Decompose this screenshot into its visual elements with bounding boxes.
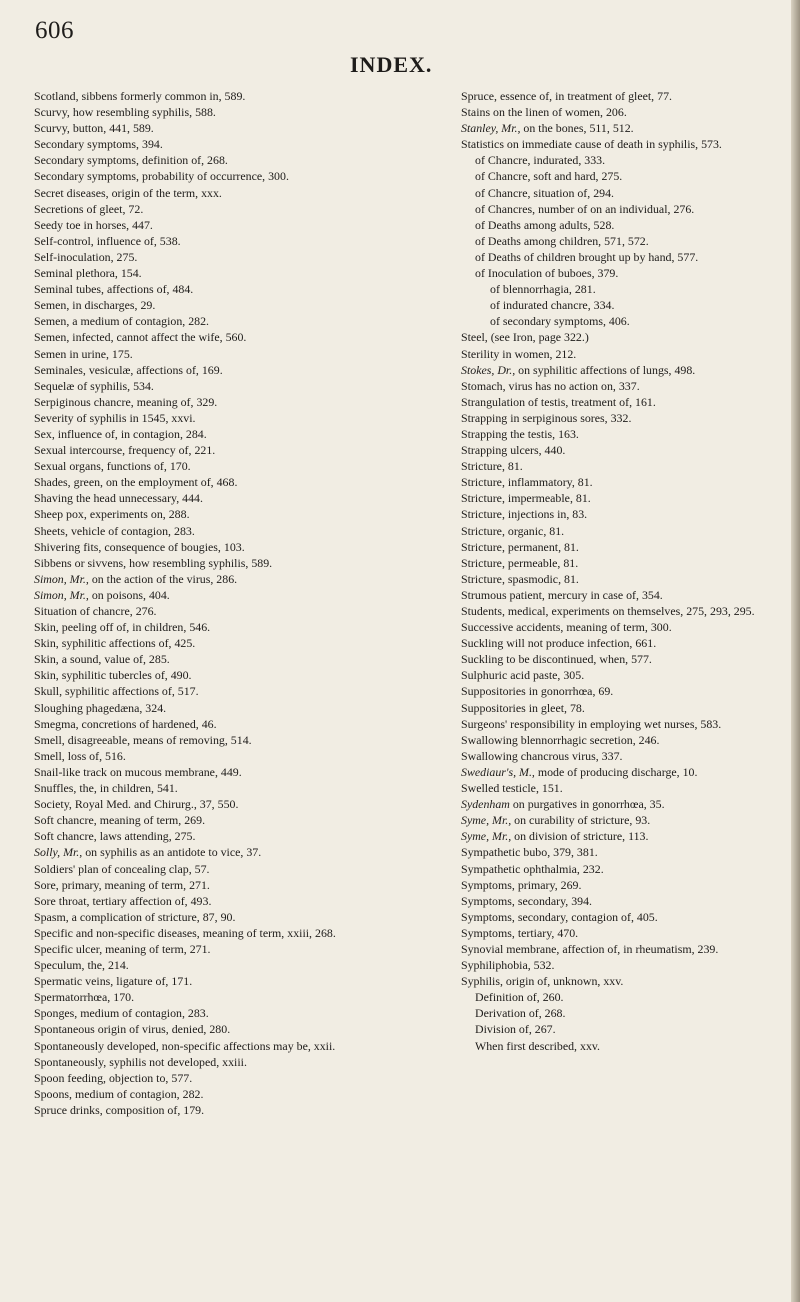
index-entry xyxy=(461,941,777,957)
index-entry-text: Skin, a sound, value of, 285. xyxy=(34,652,170,667)
index-entry-text: Stains on the linen of women, 206. xyxy=(461,105,627,120)
index-entry xyxy=(461,539,777,555)
index-entry xyxy=(34,152,441,168)
index-entry-author: Syme, Mr., xyxy=(461,829,512,844)
index-entry-text: Semen in urine, 175. xyxy=(34,346,133,361)
index-entry xyxy=(34,168,441,184)
index-entry-text: Swallowing blennorrhagic secretion, 246. xyxy=(461,732,660,747)
index-entry-text: mode of producing discharge, 10. xyxy=(534,764,698,779)
index-entry-text: Symptoms, tertiary, 470. xyxy=(461,925,579,940)
index-entry xyxy=(34,667,441,683)
index-entry-text: Sexual intercourse, frequency of, 221. xyxy=(34,443,216,458)
index-entry xyxy=(461,748,777,764)
index-entry-text: Situation of chancre, 276. xyxy=(34,604,157,618)
index-entry-text: Spoon feeding, objection to, 577. xyxy=(34,1070,193,1085)
index-entry-author: Simon, Mr., xyxy=(34,587,89,602)
index-entry-text: Symptoms, secondary, contagion of, 405. xyxy=(461,909,658,924)
index-entry-text: Sexual organs, functions of, 170. xyxy=(34,459,191,474)
index-entry-text: Secondary symptoms, probability of occurrence, 300. xyxy=(34,169,289,184)
index-entry xyxy=(461,201,777,217)
index-entry-text: Sloughing phagedæna, 324. xyxy=(34,700,167,715)
index-entry-text: on curability of stricture, 93. xyxy=(511,813,651,828)
index-entry-text: Soft chancre, laws attending, 275. xyxy=(34,829,196,844)
index-column-left xyxy=(34,88,441,1118)
index-entry xyxy=(34,812,441,828)
index-entry-text: Semen, a medium of contagion, 282. xyxy=(34,314,210,329)
index-entry xyxy=(34,1102,441,1118)
index-entry-text: Sore throat, tertiary affection of, 493. xyxy=(34,893,212,908)
index-entry xyxy=(34,861,441,877)
index-entry-text: of blennorrhagia, 281. xyxy=(490,282,596,297)
index-entry xyxy=(34,458,441,474)
index-entry-text: Scurvy, button, 441, 589. xyxy=(34,121,154,136)
index-entry-text: Sponges, medium of contagion, 283. xyxy=(34,1006,209,1021)
index-entry-text: Derivation of, 268. xyxy=(475,1006,566,1021)
page-number: 606 xyxy=(35,17,74,44)
index-entry xyxy=(34,796,441,812)
index-entry-text: Sore, primary, meaning of term, 271. xyxy=(34,877,210,892)
index-entry xyxy=(461,136,777,152)
index-entry xyxy=(461,861,777,877)
index-entry xyxy=(461,426,777,442)
index-entry xyxy=(461,378,777,394)
index-entry xyxy=(34,313,441,329)
index-entry xyxy=(34,603,441,619)
index-entry xyxy=(34,1070,441,1086)
index-entry-text: Scurvy, how resembling syphilis, 588. xyxy=(34,105,216,120)
index-entry xyxy=(34,716,441,732)
index-entry xyxy=(34,362,441,378)
index-entry-text: Division of, 267. xyxy=(475,1022,556,1037)
index-entry xyxy=(34,120,441,136)
index-entry-text: Suppositories in gleet, 78. xyxy=(461,700,585,715)
index-entry xyxy=(34,185,441,201)
index-entry-text: Stricture, impermeable, 81. xyxy=(461,491,591,506)
index-entry-text: Symptoms, primary, 269. xyxy=(461,877,582,892)
index-entry-text: Shivering fits, consequence of bougies, 103. xyxy=(34,539,245,554)
index-entry xyxy=(461,313,777,329)
index-entry xyxy=(461,635,777,651)
index-entry-text: Spruce, essence of, in treatment of gleet, 77. xyxy=(461,89,672,103)
index-entry-text: of Chancre, situation of, 294. xyxy=(475,185,615,200)
index-entry-text: of Chancres, number of on an individual, 276. xyxy=(475,201,695,216)
index-entry xyxy=(34,1038,441,1054)
index-entry xyxy=(34,201,441,217)
index-entry-text: Strumous patient, mercury in case of, 354. xyxy=(461,587,663,602)
index-entry xyxy=(34,426,441,442)
index-entry-text: Spoons, medium of contagion, 282. xyxy=(34,1086,204,1101)
index-entry xyxy=(34,233,441,249)
index-entry-text: of Deaths among adults, 528. xyxy=(475,217,615,232)
index-entry-text: Secondary symptoms, definition of, 268. xyxy=(34,153,228,168)
index-entry-text: Semen, in discharges, 29. xyxy=(34,298,156,313)
index-entry-text: on syphilis as an antidote to vice, 37. xyxy=(82,845,262,860)
index-entry-text: Skin, syphilitic affections of, 425. xyxy=(34,636,196,651)
index-entry-text: on purgatives in gonorrhœa, 35. xyxy=(509,797,665,812)
page-edge xyxy=(791,0,800,1302)
index-entry xyxy=(461,281,777,297)
index-entry xyxy=(461,410,777,426)
index-entry-text: Stricture, spasmodic, 81. xyxy=(461,571,579,586)
index-entry-text: Society, Royal Med. and Chirurg., 37, 550. xyxy=(34,797,239,812)
index-entry xyxy=(34,442,441,458)
index-entry-text: Spontaneous origin of virus, denied, 280. xyxy=(34,1022,231,1037)
index-entry-text: Swelled testicle, 151. xyxy=(461,781,563,796)
index-entry-text: Sheets, vehicle of contagion, 283. xyxy=(34,523,195,538)
index-entry xyxy=(461,957,777,973)
index-entry-text: Spasm, a complication of stricture, 87, 90. xyxy=(34,909,236,924)
index-entry-text: Definition of, 260. xyxy=(475,990,564,1005)
index-entry-text: of indurated chancre, 334. xyxy=(490,298,615,313)
index-entry-author: Simon, Mr., xyxy=(34,571,89,586)
index-entry xyxy=(461,346,777,362)
index-entry xyxy=(34,394,441,410)
index-entry xyxy=(34,297,441,313)
index-entry-text: Skull, syphilitic affections of, 517. xyxy=(34,684,199,699)
index-entry xyxy=(461,265,777,281)
index-entry-text: Seedy toe in horses, 447. xyxy=(34,217,153,232)
index-entry xyxy=(461,104,777,120)
index-entry-text: Spermatic veins, ligature of, 171. xyxy=(34,974,193,989)
index-entry-text: Spermatorrhœa, 170. xyxy=(34,990,135,1005)
index-entry xyxy=(34,136,441,152)
index-entry xyxy=(34,1054,441,1070)
index-entry-text: Snail-like track on mucous membrane, 449. xyxy=(34,764,242,779)
index-entry-author: Stanley, Mr., xyxy=(461,121,521,136)
index-entry xyxy=(34,587,441,603)
index-entry xyxy=(34,281,441,297)
index-entry-text: Specific and non-specific diseases, meaning of term, xxiii, 268. xyxy=(34,925,336,940)
index-entry-text: Skin, syphilitic tubercles of, 490. xyxy=(34,668,192,683)
index-entry-author: Stokes, Dr., xyxy=(461,362,516,377)
index-entry xyxy=(461,732,777,748)
index-entry-text: Shaving the head unnecessary, 444. xyxy=(34,491,203,506)
index-entry-text: of Chancre, soft and hard, 275. xyxy=(475,169,623,184)
index-entry-text: Specific ulcer, meaning of term, 271. xyxy=(34,941,211,956)
index-entry xyxy=(461,796,777,812)
index-entry xyxy=(34,973,441,989)
index-entry-text: Stomach, virus has no action on, 337. xyxy=(461,378,640,393)
index-entry xyxy=(461,152,777,168)
index-entry-text: Spruce drinks, composition of, 179. xyxy=(34,1102,205,1117)
index-entry xyxy=(34,490,441,506)
index-entry xyxy=(461,458,777,474)
index-entry xyxy=(461,490,777,506)
index-entry xyxy=(34,249,441,265)
index-entry-text: When first described, xxv. xyxy=(475,1038,601,1053)
index-entry xyxy=(34,989,441,1005)
index-entry xyxy=(461,716,777,732)
index-entry xyxy=(34,748,441,764)
index-entry-text: Strangulation of testis, treatment of, 161. xyxy=(461,394,656,409)
index-entry-text: Seminales, vesiculæ, affections of, 169. xyxy=(34,362,223,377)
index-entry-text: of Chancre, indurated, 333. xyxy=(475,153,606,168)
index-entry xyxy=(34,877,441,893)
index-entry xyxy=(34,474,441,490)
index-entry-text: Sibbens or sivvens, how resembling syphilis, 589. xyxy=(34,555,273,570)
index-entry xyxy=(34,957,441,973)
index-entry-text: Syphiliphobia, 532. xyxy=(461,958,555,973)
index-entry-text: Stricture, injections in, 83. xyxy=(461,507,588,522)
index-entry-text: Successive accidents, meaning of term, 300. xyxy=(461,620,672,635)
index-entry xyxy=(461,555,777,571)
index-entry xyxy=(34,88,441,104)
index-entry-text: on division of stricture, 113. xyxy=(511,829,649,844)
index-entry xyxy=(34,346,441,362)
index-entry xyxy=(461,909,777,925)
index-entry-text: of secondary symptoms, 406. xyxy=(490,314,630,329)
index-entry-text: Surgeons' responsibility in employing wet nurses, 583. xyxy=(461,716,722,731)
index-entry xyxy=(34,683,441,699)
index-entry xyxy=(34,828,441,844)
index-entry-text: Sterility in women, 212. xyxy=(461,346,577,361)
index-entry-text: Soldiers' plan of concealing clap, 57. xyxy=(34,861,210,876)
index-entry-text: on the bones, 511, 512. xyxy=(520,121,634,136)
index-column-right xyxy=(461,88,777,1054)
index-entry xyxy=(461,844,777,860)
index-entry xyxy=(461,812,777,828)
index-entry xyxy=(461,683,777,699)
index-entry xyxy=(461,603,777,619)
index-entry xyxy=(461,362,777,378)
index-entry xyxy=(34,925,441,941)
index-entry xyxy=(461,571,777,587)
index-entry xyxy=(34,844,441,860)
index-entry xyxy=(34,619,441,635)
index-entry xyxy=(461,233,777,249)
index-entry-text: of Deaths among children, 571, 572. xyxy=(475,233,649,248)
index-entry xyxy=(461,667,777,683)
index-entry-text: Self-control, influence of, 538. xyxy=(34,233,181,248)
index-entry-text: Statistics on immediate cause of death in syphilis, 573. xyxy=(461,137,722,152)
index-entry xyxy=(34,732,441,748)
index-entry xyxy=(34,506,441,522)
index-entry xyxy=(461,989,777,1005)
index-entry-text: Shades, green, on the employment of, 468. xyxy=(34,475,238,490)
index-entry xyxy=(461,185,777,201)
index-entry-text: Scotland, sibbens formerly common in, 589. xyxy=(34,89,246,103)
index-entry xyxy=(34,571,441,587)
index-entry-text: Stricture, inflammatory, 81. xyxy=(461,475,593,490)
index-entry xyxy=(461,474,777,490)
index-entry xyxy=(461,297,777,313)
index-entry xyxy=(461,764,777,780)
index-entry xyxy=(461,1005,777,1021)
index-entry xyxy=(34,523,441,539)
index-entry xyxy=(34,1021,441,1037)
index-entry-text: on syphilitic affections of lungs, 498. xyxy=(515,362,696,377)
index-entry-text: Stricture, organic, 81. xyxy=(461,523,565,538)
index-entry-text: Sheep pox, experiments on, 288. xyxy=(34,507,190,522)
index-entry-text: Sequelæ of syphilis, 534. xyxy=(34,378,154,393)
index-entry xyxy=(461,700,777,716)
index-entry-text: Swallowing chancrous virus, 337. xyxy=(461,748,623,763)
index-entry-text: Spontaneously developed, non-specific affections may be, xxii. xyxy=(34,1038,336,1053)
index-entry xyxy=(461,780,777,796)
index-entry-text: on the action of the virus, 286. xyxy=(88,571,238,586)
index-entry-text: Synovial membrane, affection of, in rheumatism, 239. xyxy=(461,941,719,956)
index-entry xyxy=(34,217,441,233)
index-entry xyxy=(461,1021,777,1037)
index-entry xyxy=(34,635,441,651)
index-entry xyxy=(461,651,777,667)
index-entry xyxy=(34,539,441,555)
index-entry-text: Secret diseases, origin of the term, xxx. xyxy=(34,185,222,200)
index-entry-text: Smegma, concretions of hardened, 46. xyxy=(34,716,217,731)
index-entry xyxy=(461,973,777,989)
index-entry xyxy=(34,764,441,780)
index-entry-text: Smell, disagreeable, means of removing, 514. xyxy=(34,732,252,747)
index-entry xyxy=(461,442,777,458)
index-entry xyxy=(461,523,777,539)
index-entry-author: Swediaur's, M., xyxy=(461,764,535,779)
index-entry-text: Semen, infected, cannot affect the wife, 560. xyxy=(34,330,247,345)
index-entry xyxy=(461,925,777,941)
index-entry-text: Soft chancre, meaning of term, 269. xyxy=(34,813,206,828)
index-entry xyxy=(34,700,441,716)
index-entry-text: Sympathetic ophthalmia, 232. xyxy=(461,861,604,876)
index-entry xyxy=(34,1086,441,1102)
index-entry-text: Suckling to be discontinued, when, 577. xyxy=(461,652,652,667)
index-entry xyxy=(461,88,777,104)
index-entry xyxy=(461,619,777,635)
index-entry xyxy=(461,587,777,603)
index-entry xyxy=(461,394,777,410)
index-entry xyxy=(34,780,441,796)
index-entry-text: Stricture, permeable, 81. xyxy=(461,555,579,570)
index-entry-text: Stricture, 81. xyxy=(461,459,523,474)
index-entry-text: Spontaneously, syphilis not developed, xxiii. xyxy=(34,1054,247,1069)
index-entry-text: Secondary symptoms, 394. xyxy=(34,137,163,152)
index-entry xyxy=(461,217,777,233)
index-entry xyxy=(34,651,441,667)
index-entry-text: Serpiginous chancre, meaning of, 329. xyxy=(34,394,218,409)
index-entry-author: Solly, Mr., xyxy=(34,845,83,860)
index-entry xyxy=(34,555,441,571)
index-entry-text: Sex, influence of, in contagion, 284. xyxy=(34,426,207,441)
index-entry-text: Secretions of gleet, 72. xyxy=(34,201,144,216)
index-entry xyxy=(461,1038,777,1054)
index-entry xyxy=(34,329,441,345)
index-entry xyxy=(461,249,777,265)
index-entry-text: Symptoms, secondary, 394. xyxy=(461,893,593,908)
index-entry xyxy=(34,104,441,120)
index-entry xyxy=(34,941,441,957)
index-entry-text: Strapping the testis, 163. xyxy=(461,426,579,441)
index-entry-text: Strapping ulcers, 440. xyxy=(461,443,566,458)
index-entry-text: Students, medical, experiments on themselves, 275, 293, 295. xyxy=(461,604,755,618)
index-entry xyxy=(461,329,777,345)
index-entry-text: Severity of syphilis in 1545, xxvi. xyxy=(34,410,196,425)
index-entry-text: Steel, (see Iron, page 322.) xyxy=(461,330,589,345)
running-head: INDEX. xyxy=(350,52,433,77)
index-entry-text: Sympathetic bubo, 379, 381. xyxy=(461,845,598,860)
index-entry-text: Strapping in serpiginous sores, 332. xyxy=(461,410,632,425)
index-entry xyxy=(34,265,441,281)
index-entry-text: Seminal plethora, 154. xyxy=(34,266,142,281)
index-entry-text: Suppositories in gonorrhœa, 69. xyxy=(461,684,614,699)
index-entry xyxy=(461,120,777,136)
index-entry-text: Seminal tubes, affections of, 484. xyxy=(34,282,194,297)
index-entry xyxy=(34,909,441,925)
index-entry-text: Self-inoculation, 275. xyxy=(34,249,138,264)
index-entry-text: on poisons, 404. xyxy=(88,587,170,602)
index-entry-text: of Inoculation of buboes, 379. xyxy=(475,266,619,281)
index-entry-text: Sulphuric acid paste, 305. xyxy=(461,668,585,683)
index-entry xyxy=(34,410,441,426)
index-entry xyxy=(34,893,441,909)
index-entry xyxy=(461,893,777,909)
index-entry-author: Syme, Mr., xyxy=(461,813,512,828)
index-entry xyxy=(34,378,441,394)
index-entry-text: Snuffles, the, in children, 541. xyxy=(34,781,178,796)
index-entry xyxy=(461,828,777,844)
index-entry xyxy=(461,506,777,522)
index-entry-text: Smell, loss of, 516. xyxy=(34,748,126,763)
index-entry xyxy=(461,168,777,184)
index-entry-text: Syphilis, origin of, unknown, xxv. xyxy=(461,974,624,989)
index-entry-text: Speculum, the, 214. xyxy=(34,958,129,973)
index-entry xyxy=(461,877,777,893)
index-entry-text: Stricture, permanent, 81. xyxy=(461,539,579,554)
index-entry-author: Sydenham xyxy=(461,797,510,812)
index-entry xyxy=(34,1005,441,1021)
index-entry-text: Suckling will not produce infection, 661. xyxy=(461,636,657,651)
index-entry-text: of Deaths of children brought up by hand, 577. xyxy=(475,249,699,264)
index-entry-text: Skin, peeling off of, in children, 546. xyxy=(34,620,211,635)
